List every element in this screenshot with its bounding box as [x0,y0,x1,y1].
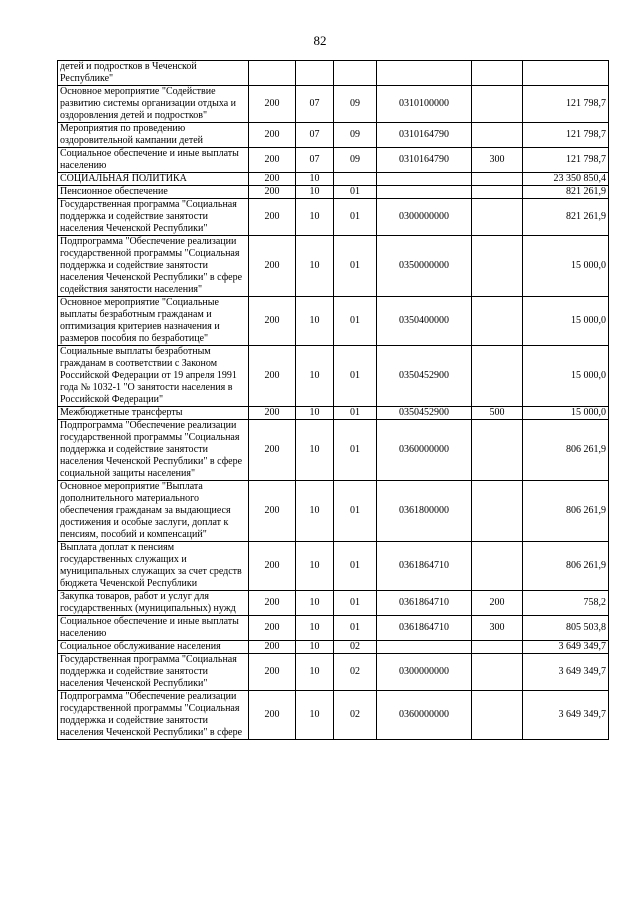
amount: 821 261,9 [523,186,609,199]
table-row [58,346,609,407]
target-article-code [377,61,472,86]
amount: 805 503,8 [523,616,609,641]
table-row [58,173,609,186]
expense-type-code [472,691,523,740]
expense-type-code [472,481,523,542]
table-row [58,420,609,481]
item-name: Пенсионное обеспечение [58,186,249,199]
grbs-code: 200 [249,148,296,173]
section-code: 10 [296,641,334,654]
section-code: 07 [296,148,334,173]
table-row [58,61,609,86]
table-row [58,616,609,641]
expense-type-code [472,86,523,123]
expense-type-code [472,186,523,199]
grbs-code: 200 [249,199,296,236]
grbs-code: 200 [249,691,296,740]
section-code: 07 [296,123,334,148]
amount: 3 649 349,7 [523,691,609,740]
expense-type-code: 300 [472,616,523,641]
amount: 821 261,9 [523,199,609,236]
target-article-code: 0300000000 [377,654,472,691]
subsection-code: 01 [334,420,377,481]
section-code: 10 [296,186,334,199]
grbs-code: 200 [249,591,296,616]
subsection-code: 01 [334,591,377,616]
subsection-code: 01 [334,616,377,641]
amount: 15 000,0 [523,407,609,420]
expense-type-code [472,641,523,654]
grbs-code: 200 [249,407,296,420]
grbs-code [249,61,296,86]
amount: 15 000,0 [523,236,609,297]
amount: 806 261,9 [523,481,609,542]
target-article-code: 0350400000 [377,297,472,346]
target-article-code: 0310100000 [377,86,472,123]
subsection-code: 09 [334,123,377,148]
expense-type-code [472,420,523,481]
expense-type-code [472,542,523,591]
subsection-code: 02 [334,691,377,740]
amount: 121 798,7 [523,148,609,173]
expense-type-code [472,123,523,148]
target-article-code: 0361864710 [377,616,472,641]
table-row [58,186,609,199]
table-row [58,641,609,654]
subsection-code: 09 [334,148,377,173]
item-name: Подпрограмма "Обеспечение реализации государственной программы "Социальная поддержка и содействие занятости населения Чеченской Республики" в сфере содействия занятости населения" [58,236,249,297]
expense-type-code [472,199,523,236]
target-article-code [377,641,472,654]
section-code: 10 [296,236,334,297]
table-row [58,542,609,591]
grbs-code: 200 [249,654,296,691]
grbs-code: 200 [249,123,296,148]
expense-type-code [472,61,523,86]
budget-table [57,60,609,740]
expense-type-code [472,173,523,186]
item-name: Подпрограмма "Обеспечение реализации государственной программы "Социальная поддержка и содействие занятости населения Чеченской Республики" в сфере [58,691,249,740]
amount: 121 798,7 [523,86,609,123]
target-article-code: 0350452900 [377,407,472,420]
item-name: Выплата доплат к пенсиям государственных служащих и муниципальных служащих за счет средств бюджета Чеченской Республики [58,542,249,591]
amount: 121 798,7 [523,123,609,148]
target-article-code: 0361864710 [377,591,472,616]
grbs-code: 200 [249,173,296,186]
amount: 23 350 850,4 [523,173,609,186]
page-number: 82 [313,33,327,48]
section-code: 10 [296,616,334,641]
table-row [58,407,609,420]
item-name: Основное мероприятие "Выплата дополнительного материального обеспечения гражданам за выдающиеся достижения и особые заслуги, доплат к пенсиям, пособий и компенсаций" [58,481,249,542]
expense-type-code [472,346,523,407]
grbs-code: 200 [249,297,296,346]
subsection-code: 01 [334,542,377,591]
section-code [296,61,334,86]
section-code: 10 [296,654,334,691]
item-name: Социальное обеспечение и иные выплаты населению [58,616,249,641]
amount: 3 649 349,7 [523,641,609,654]
section-code: 07 [296,86,334,123]
target-article-code [377,186,472,199]
amount: 15 000,0 [523,297,609,346]
expense-type-code: 200 [472,591,523,616]
grbs-code: 200 [249,542,296,591]
subsection-code [334,173,377,186]
subsection-code: 02 [334,654,377,691]
table-row [58,199,609,236]
amount: 806 261,9 [523,542,609,591]
table-row [58,691,609,740]
item-name: Государственная программа "Социальная поддержка и содействие занятости населения Чеченской Республики" [58,199,249,236]
item-name: Государственная программа "Социальная поддержка и содействие занятости населения Чеченской Республики" [58,654,249,691]
item-name: Основное мероприятие "Социальные выплаты безработным гражданам и оптимизация критериев назначения и размеров пособия по безработице" [58,297,249,346]
section-code: 10 [296,199,334,236]
section-code: 10 [296,297,334,346]
item-name: Социальное обеспечение и иные выплаты населению [58,148,249,173]
grbs-code: 200 [249,616,296,641]
table-row [58,654,609,691]
expense-type-code [472,297,523,346]
section-code: 10 [296,691,334,740]
subsection-code: 01 [334,346,377,407]
expense-type-code [472,236,523,297]
grbs-code: 200 [249,86,296,123]
item-name: Социальное обслуживание населения [58,641,249,654]
grbs-code: 200 [249,346,296,407]
section-code: 10 [296,591,334,616]
subsection-code: 01 [334,407,377,420]
table-row [58,297,609,346]
target-article-code: 0310164790 [377,123,472,148]
target-article-code: 0310164790 [377,148,472,173]
grbs-code: 200 [249,236,296,297]
amount: 758,2 [523,591,609,616]
target-article-code: 0361800000 [377,481,472,542]
item-name: Закупка товаров, работ и услуг для государственных (муниципальных) нужд [58,591,249,616]
target-article-code: 0350000000 [377,236,472,297]
table-row [58,236,609,297]
expense-type-code: 500 [472,407,523,420]
grbs-code: 200 [249,481,296,542]
item-name: Подпрограмма "Обеспечение реализации государственной программы "Социальная поддержка и содействие занятости населения Чеченской Республики" в сфере социальной защиты населения" [58,420,249,481]
amount: 3 649 349,7 [523,654,609,691]
subsection-code: 01 [334,199,377,236]
table-row [58,123,609,148]
grbs-code: 200 [249,420,296,481]
target-article-code: 0350452900 [377,346,472,407]
item-name: Основное мероприятие "Содействие развитию системы организации отдыха и оздоровления детей и подростков" [58,86,249,123]
section-code: 10 [296,481,334,542]
item-name: Социальные выплаты безработным гражданам в соответствии с Законом Российской Федерации от 19 апреля 1991 года № 1032-1 "О занятости населения в Российской Федерации" [58,346,249,407]
section-code: 10 [296,173,334,186]
section-code: 10 [296,407,334,420]
grbs-code: 200 [249,186,296,199]
subsection-code: 01 [334,186,377,199]
target-article-code: 0360000000 [377,420,472,481]
subsection-code: 01 [334,297,377,346]
table-row [58,86,609,123]
target-article-code: 0361864710 [377,542,472,591]
section-code: 10 [296,346,334,407]
subsection-code [334,61,377,86]
section-code: 10 [296,542,334,591]
amount [523,61,609,86]
amount: 15 000,0 [523,346,609,407]
subsection-code: 02 [334,641,377,654]
table-row [58,148,609,173]
target-article-code [377,173,472,186]
expense-type-code: 300 [472,148,523,173]
item-name: детей и подростков в Чеченской Республике" [58,61,249,86]
subsection-code: 01 [334,236,377,297]
amount: 806 261,9 [523,420,609,481]
table-row [58,591,609,616]
grbs-code: 200 [249,641,296,654]
subsection-code: 09 [334,86,377,123]
expense-type-code [472,654,523,691]
target-article-code: 0300000000 [377,199,472,236]
item-name: Мероприятия по проведению оздоровительной кампании детей [58,123,249,148]
target-article-code: 0360000000 [377,691,472,740]
item-name: Межбюджетные трансферты [58,407,249,420]
table-row [58,481,609,542]
section-code: 10 [296,420,334,481]
subsection-code: 01 [334,481,377,542]
item-name: СОЦИАЛЬНАЯ ПОЛИТИКА [58,173,249,186]
